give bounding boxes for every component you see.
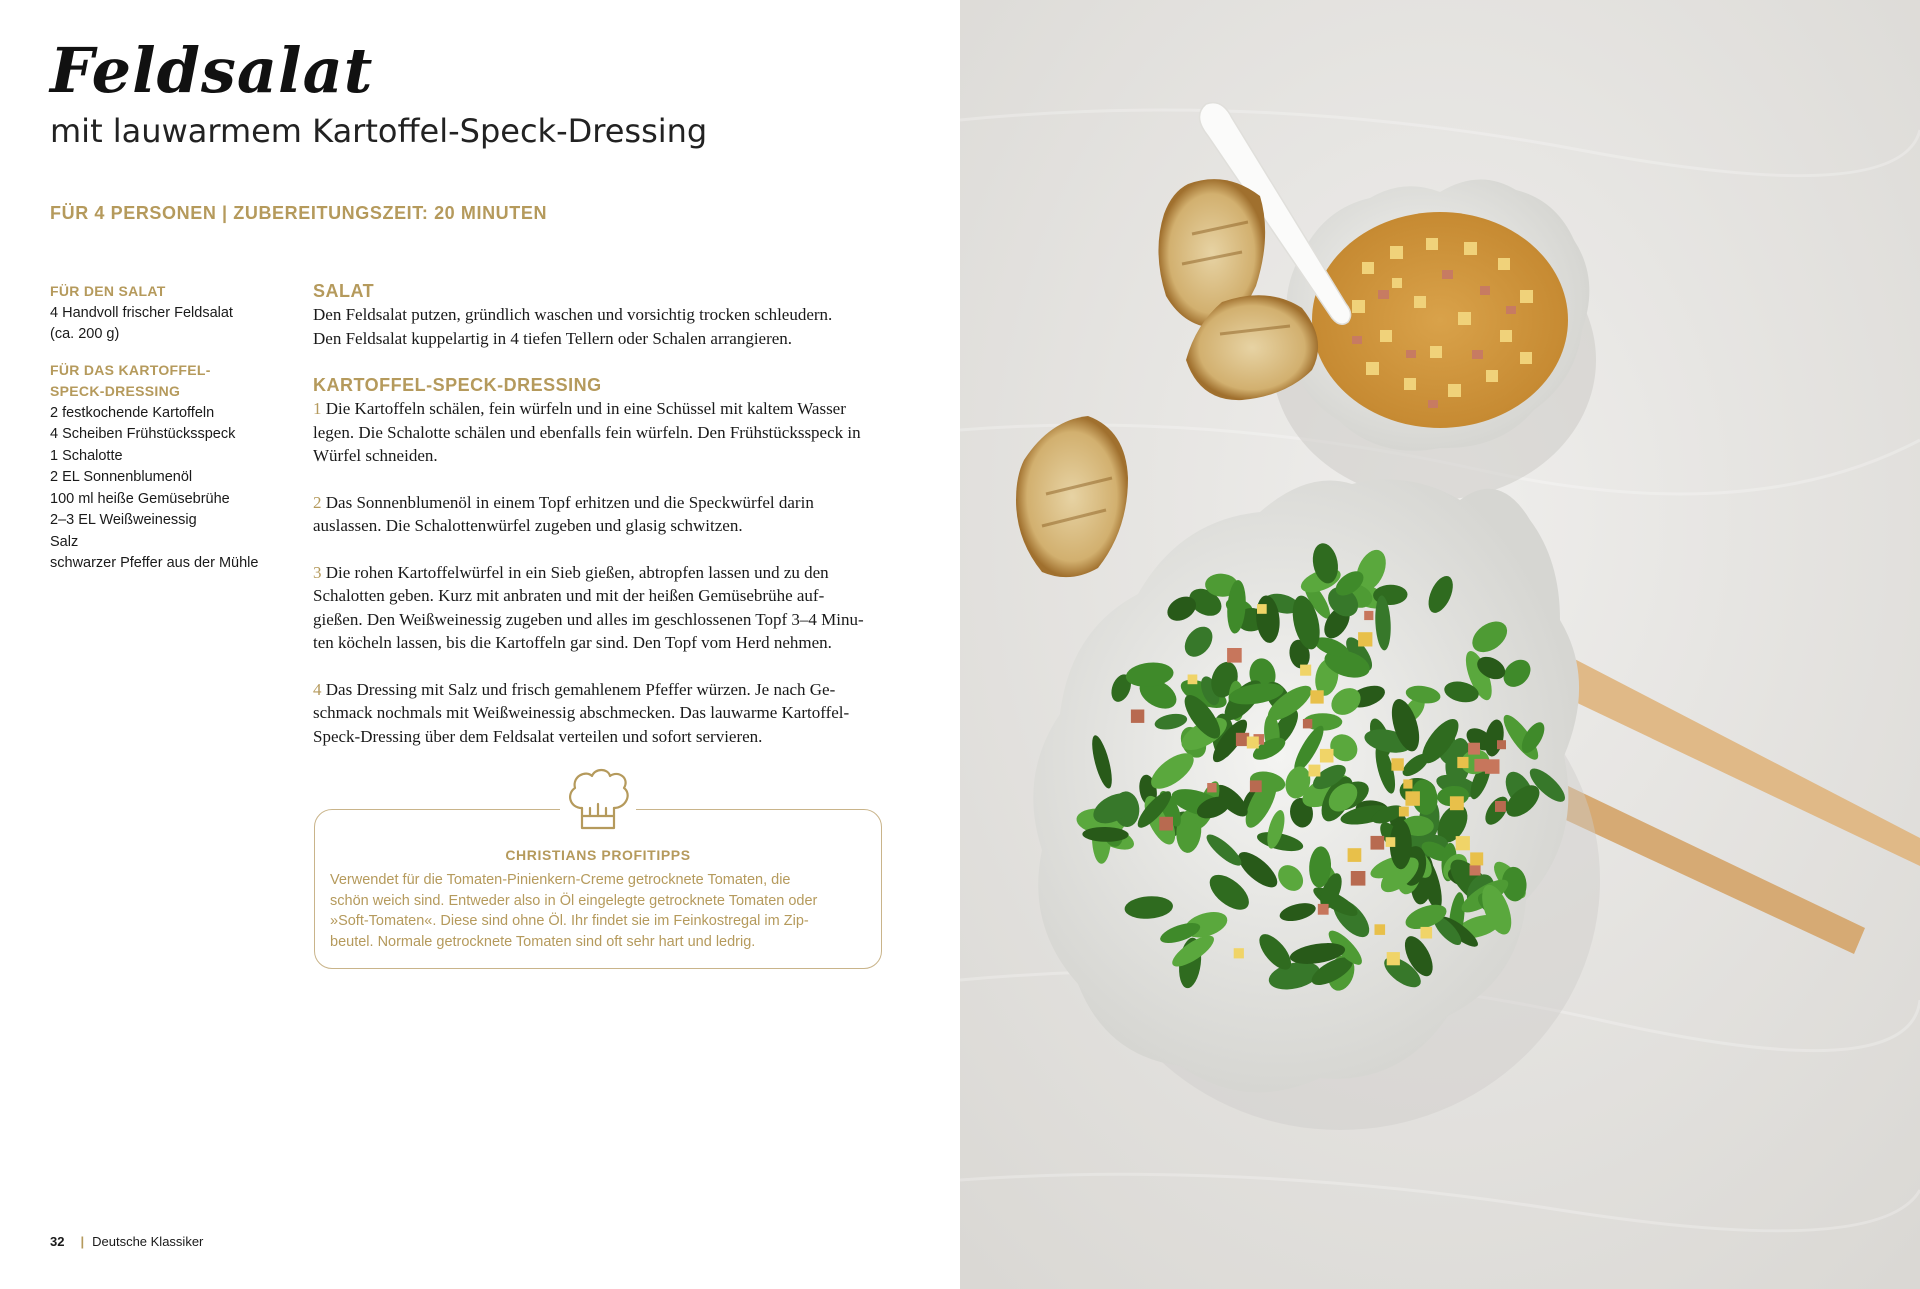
potato-bacon-dice (1159, 817, 1173, 831)
instruction-text: gießen. Den Weißweinessig zugeben und alles im geschlossenen Topf 3–4 Minu- (313, 609, 864, 629)
potato-bacon-dice (1399, 807, 1409, 817)
potato-bacon-dice (1257, 604, 1267, 614)
ingredient-item: schwarzer Pfeffer aus der Mühle (50, 555, 259, 571)
instruction-text: Das Sonnenblumenöl in einem Topf erhitzen und die Speckwürfel darin (325, 492, 814, 512)
ingredient-list (50, 281, 290, 589)
instruction-line (313, 421, 893, 445)
ingredient-item: Salz (50, 533, 79, 550)
page-footer (50, 1234, 203, 1249)
potato-bacon-dice (1391, 758, 1403, 770)
potato-bacon-dice (1485, 759, 1500, 774)
instruction-line (313, 608, 893, 632)
instructions (313, 279, 893, 771)
instruction-line (313, 701, 893, 725)
instruction-line (313, 444, 893, 468)
book-title: Deutsche Klassiker (92, 1234, 204, 1249)
potato-bacon-dice (1348, 848, 1362, 862)
potato-bacon-dice (1303, 719, 1312, 728)
salad-photo-illustration (960, 0, 1920, 1289)
potato-bacon-dice (1371, 836, 1385, 850)
instruction-text: Die Kartoffeln schälen, fein würfeln und in eine Schüssel mit kaltem Wasser (325, 399, 846, 418)
ingredient-item: 100 ml heiße Gemüsebrühe (50, 490, 230, 507)
ingredient-item: 2–3 EL Weißweinessig (50, 512, 197, 528)
potato-bacon-dice (1207, 783, 1216, 792)
instruction-step (313, 678, 893, 749)
tip-line: beutel. Normale getrocknete Tomaten sind oft sehr hart und ledrig. (330, 933, 756, 950)
instruction-line (313, 561, 893, 585)
ingredient-group-heading: SPECK-DRESSING (50, 383, 181, 399)
ingredient-item: 1 Schalotte (50, 447, 123, 464)
step-number: 2 (313, 492, 322, 512)
instruction-text: ten köcheln lassen, bis die Kartoffeln gar sind. Den Topf vom Herd nehmen. (313, 633, 832, 652)
potato-bacon-dice (1188, 675, 1198, 685)
potato-bacon-dice (1405, 791, 1420, 806)
instruction-text: Schalotten geben. Kurz mit anbraten und mit der heißen Gemüsebrühe auf- (313, 586, 825, 605)
tip-line: schön weich sind. Entweder also in Öl eingelegte getrocknete Tomaten oder (330, 892, 818, 909)
instruction-text: legen. Die Schalotte schälen und ebenfalls fein würfeln. Den Frühstücksspeck in (313, 422, 861, 442)
instruction-line (313, 584, 893, 608)
ingredient-item: (ca. 200 g) (50, 326, 120, 342)
instruction-text: schmack nochmals mit Weißweinessig abschmecken. Das lauwarme Kartoffel- (313, 703, 850, 722)
potato-bacon-dice (1131, 710, 1144, 723)
section-heading: SALAT (313, 281, 375, 301)
potato-bacon-dice (1300, 665, 1311, 676)
instruction-step (313, 397, 893, 468)
footer-separator: | (80, 1234, 85, 1249)
potato-bacon-dice (1457, 757, 1468, 768)
instruction-line (313, 514, 893, 538)
potato-bacon-dice (1456, 836, 1470, 850)
servings-time: FÜR 4 PERSONEN | ZUBEREITUNGSZEIT: 20 MINUTEN (50, 203, 548, 223)
ingredient-item: 4 Handvoll frischer Feldsalat (50, 304, 233, 321)
instruction-line (313, 491, 893, 515)
ingredient-group-heading: FÜR DEN SALAT (50, 283, 166, 299)
ingredient-group (50, 360, 290, 575)
ingredient-item: 2 EL Sonnenblumenöl (50, 469, 193, 485)
potato-bacon-dice (1468, 743, 1480, 755)
tip-line: Verwendet für die Tomaten-Pinienkern-Creme getrocknete Tomaten, die (330, 872, 791, 888)
potato-bacon-dice (1358, 632, 1372, 646)
instruction-line (313, 303, 893, 327)
chef-hat-icon (560, 764, 636, 836)
potato-bacon-dice (1387, 952, 1400, 965)
step-number: 4 (313, 679, 322, 699)
instruction-line (313, 327, 893, 351)
ingredient-group-heading: FÜR DAS KARTOFFEL- (50, 361, 211, 378)
potato-bacon-dice (1250, 780, 1262, 792)
potato-bacon-dice (1309, 765, 1321, 777)
instruction-line (313, 678, 893, 702)
potato-bacon-dice (1364, 611, 1373, 620)
instruction-line (313, 725, 893, 749)
potato-bacon-dice (1497, 740, 1506, 749)
step-number: 1 (313, 399, 322, 418)
instruction-line (313, 397, 893, 421)
potato-bacon-dice (1421, 927, 1433, 939)
potato-bacon-dice (1470, 864, 1481, 875)
page-number: 32 (50, 1234, 65, 1249)
instruction-text: Die rohen Kartoffelwürfel in ein Sieb gießen, abtropfen lassen und zu den (325, 562, 829, 582)
instruction-text: auslassen. Die Schalottenwürfel zugeben und glasig schwitzen. (313, 516, 743, 535)
instruction-text: Den Feldsalat kuppelartig in 4 tiefen Tellern oder Schalen arrangieren. (313, 328, 793, 348)
ingredient-item: 2 festkochende Kartoffeln (50, 404, 215, 421)
potato-bacon-dice (1403, 779, 1412, 788)
potato-bacon-dice (1310, 690, 1323, 703)
section-heading: KARTOFFEL-SPECK-DRESSING (313, 375, 602, 395)
potato-bacon-dice (1318, 904, 1329, 915)
ingredient-group (50, 281, 290, 346)
instruction-text: Würfel schneiden. (313, 446, 438, 465)
instruction-text: Das Dressing mit Salz und frisch gemahlenem Pfeffer würzen. Je nach Ge- (325, 679, 836, 699)
step-number: 3 (313, 562, 322, 582)
potato-bacon-dice (1386, 837, 1396, 847)
potato-bacon-dice (1375, 924, 1386, 935)
instruction-text: Den Feldsalat putzen, gründlich waschen und vorsichtig trocken schleudern. (313, 305, 833, 324)
potato-bacon-dice (1234, 948, 1244, 958)
instruction-text: Speck-Dressing über dem Feldsalat verteilen und sofort servieren. (313, 726, 763, 746)
potato-bacon-dice (1450, 796, 1464, 810)
instruction-line (313, 631, 893, 655)
potato-bacon-dice (1351, 871, 1366, 886)
instruction-step (313, 561, 893, 655)
food-photo (960, 0, 1920, 1289)
potato-bacon-dice (1227, 648, 1242, 663)
ingredient-item: 4 Scheiben Frühstücksspeck (50, 426, 236, 442)
potato-bacon-dice (1320, 749, 1334, 763)
potato-bacon-dice (1495, 801, 1506, 812)
tip-line: »Soft-Tomaten«. Diese sind ohne Öl. Ihr findet sie im Feinkostregal im Zip- (330, 913, 809, 929)
potato-bacon-dice (1247, 737, 1259, 749)
tip-text (330, 870, 870, 952)
tip-title: CHRISTIANS PROFITIPPS (505, 847, 691, 863)
page-title: Feldsalat (50, 34, 374, 107)
potato-bacon-dice (1470, 852, 1483, 865)
instruction-step (313, 491, 893, 538)
page-subtitle: mit lauwarmem Kartoffel-Speck-Dressing (50, 112, 708, 150)
instruction-step (313, 303, 893, 350)
